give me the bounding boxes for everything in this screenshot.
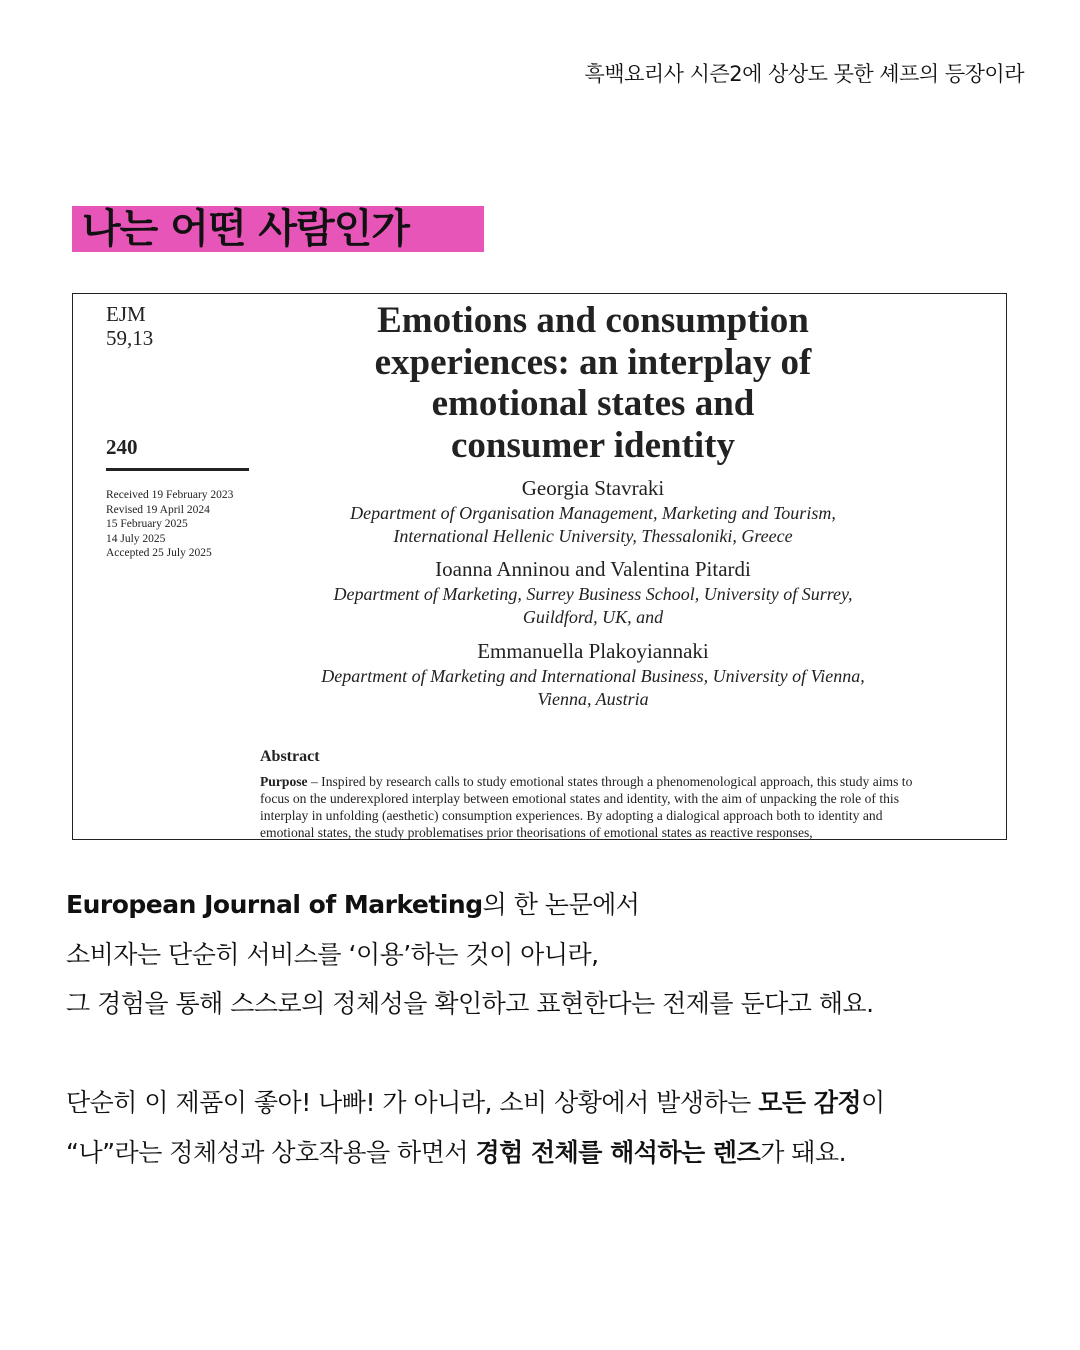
body-line-1	[66, 880, 1026, 930]
paper-title-line: experiences: an interplay of	[374, 341, 812, 383]
abstract-heading: Abstract	[260, 748, 320, 765]
body-line-4	[66, 1078, 1026, 1128]
page-number: 240	[106, 435, 138, 459]
emphasis: 모든 감정	[758, 1088, 862, 1117]
author-3: Emmanuella Plakoyiannaki	[477, 639, 709, 663]
body-line-2: 소비자는 단순히 서비스를 ‘이용’하는 것이 아니라,	[66, 939, 599, 969]
body-text-span: 단순히 이 제품이 좋아! 나빠! 가 아니라, 소비 상황에서 발생하는	[66, 1088, 759, 1117]
page-rule	[106, 468, 249, 471]
affiliation-3	[273, 665, 913, 710]
paper-screenshot	[72, 293, 1007, 840]
affiliation-line: Department of Organisation Management, Marketing and Tourism,	[350, 503, 836, 523]
author-1: Georgia Stavraki	[521, 476, 665, 500]
abstract-text: – Inspired by research calls to study emotional states through a phenomenological approach, this study aims to focus on the underexplored interplay between emotional states and identity, with the aim of unpacking the role of this interplay in unfolding (aesthetic) consumption experiences. By adopting a dialogical approach both to identity and emotional states, the study problematises prior theorisations of emotional states as reactive responses,	[260, 774, 913, 840]
section-title: 나는 어떤 사람인가	[82, 206, 409, 252]
journal-name: European Journal of Marketing	[66, 890, 483, 919]
paper-title	[293, 300, 893, 466]
body-text-span: 의 한 논문에서	[482, 890, 640, 919]
affiliation-line: Department of Marketing and International Business, University of Vienna,	[321, 666, 865, 686]
paper-title-line: Emotions and consumption	[377, 300, 809, 341]
section-title-highlight	[72, 206, 484, 252]
emphasis: 경험 전체를 해석하는 렌즈	[475, 1137, 761, 1167]
journal-abbrev: EJM	[106, 302, 146, 326]
paper-dates	[106, 488, 233, 561]
body-text-span: “나”라는 정체성과 상호작용을 하면서	[66, 1137, 476, 1167]
paper-title-line: emotional states and	[431, 383, 755, 424]
affiliation-2	[273, 583, 913, 628]
body-line-3: 그 경험을 통해 스스로의 정체성을 확인하고 표현한다는 전제를 둔다고 해요.	[66, 989, 874, 1018]
date-received: Received 19 February 2023	[106, 489, 234, 501]
journal-volume: 59,13	[106, 326, 154, 350]
body-text-span: 이	[861, 1088, 885, 1117]
date-accepted: Accepted 25 July 2025	[106, 547, 212, 560]
affiliation-line: International Hellenic University, Thessaloniki, Greece	[393, 525, 793, 546]
body-text-span: 가 돼요.	[760, 1137, 847, 1167]
purpose-label: Purpose	[260, 774, 308, 789]
affiliation-line: Guildford, UK, and	[522, 606, 664, 627]
affiliation-line: Department of Marketing, Surrey Business School, University of Surrey,	[333, 584, 853, 604]
journal-info	[106, 302, 153, 350]
date-revised-2: 15 February 2025	[106, 518, 188, 531]
abstract-body	[260, 773, 940, 840]
paragraph-gap	[66, 1029, 1026, 1079]
paper-title-line: consumer identity	[450, 424, 735, 466]
date-revised: Revised 19 April 2024	[106, 503, 210, 516]
body-line-5	[66, 1128, 1026, 1178]
body-text	[66, 880, 1026, 1177]
header-note: 흑백요리사 시즌2에 상상도 못한 셰프의 등장이라	[584, 62, 1024, 86]
affiliation-line: Vienna, Austria	[537, 688, 649, 709]
author-2: Ioanna Anninou and Valentina Pitardi	[435, 557, 751, 581]
affiliation-1	[273, 502, 913, 547]
date-revised-3: 14 July 2025	[106, 532, 166, 545]
